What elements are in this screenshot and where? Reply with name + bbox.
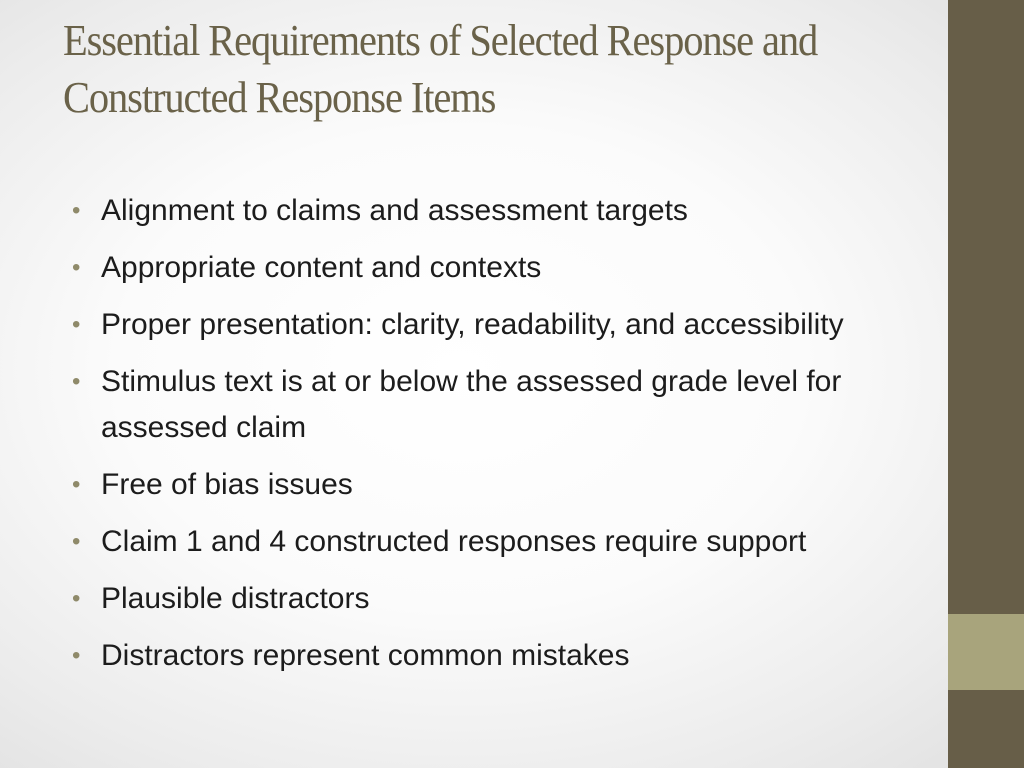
bullet-icon: • [72,197,81,224]
bullet-list [72,188,972,690]
bullet-text: Alignment to claims and assessment targets [101,194,688,227]
bullet-icon: • [72,471,81,498]
bullet-text: Stimulus text is at or below the assessed grade level for assessed claim [101,365,842,444]
bullet-icon: • [72,528,81,555]
bullet-text: Distractors represent common mistakes [101,639,630,672]
bullet-icon: • [72,585,81,612]
slide-title: Essential Requirements of Selected Response and Constructed Response Items [63,16,818,122]
bullet-icon: • [72,311,81,338]
bullet-text: Proper presentation: clarity, readability, and accessibility [101,308,844,341]
bullet-item [72,188,972,234]
bullet-icon: • [72,368,81,395]
bullet-text: Claim 1 and 4 constructed responses require support [101,525,807,558]
bullet-text: Free of bias issues [101,468,353,501]
bullet-item [72,302,961,348]
bullet-icon: • [72,642,81,669]
bullet-item [72,633,972,679]
bullet-text: Plausible distractors [101,582,370,615]
bullet-item [72,462,972,508]
bullet-icon: • [72,254,81,281]
bullet-text: Appropriate content and contexts [101,251,542,284]
bullet-item [72,245,972,291]
bullet-item [72,576,972,622]
bullet-item [72,519,972,565]
bullet-item [72,359,961,451]
